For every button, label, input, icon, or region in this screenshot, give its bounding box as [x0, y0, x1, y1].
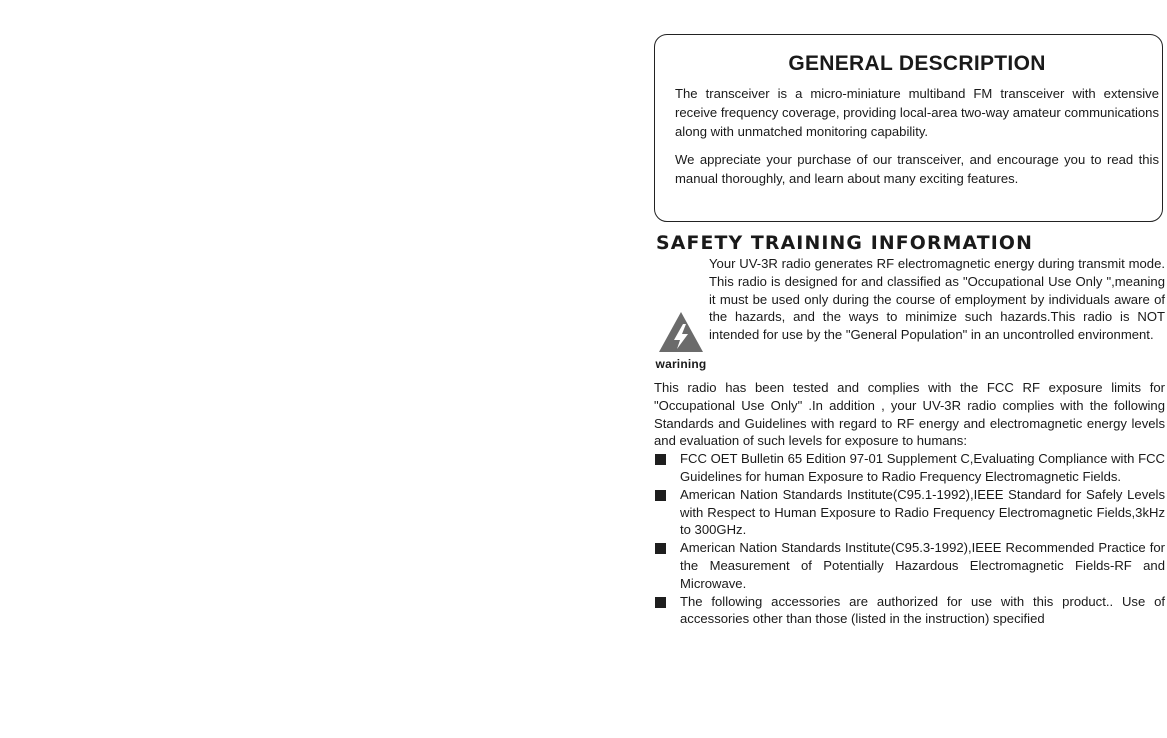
general-description-paragraph-2: We appreciate your purchase of our transceiver, and encourage you to read this manual thoroughly, and learn about many exciting features. — [675, 152, 1159, 186]
standards-list — [654, 450, 1165, 628]
list-item — [654, 593, 1165, 629]
square-bullet-icon — [655, 454, 666, 465]
warning-block — [654, 255, 1166, 379]
warning-text: Your UV-3R radio generates RF electromagnetic energy during transmit mode. This radio is designed for and classified as "Occupational Use Only ",meaning it must be used only during the course of employment by individuals aware of the hazards, and the ways to minimize such hazards.This radio is NOT intended for use by the "General Population" in an uncontrolled environment. — [709, 256, 1165, 343]
general-description-box — [654, 34, 1163, 222]
general-description-paragraph-1: The transceiver is a micro-miniature multiband FM transceiver with extensive receive frequency coverage, providing local-area two-way amateur communications along with unmatched monitoring capability. — [675, 86, 1159, 139]
standard-text: American Nation Standards Institute(C95.3-1992),IEEE Recommended Practice for the Measurement of Potentially Hazardous Electromagnetic Fields-RF and Microwave. — [680, 540, 1165, 591]
list-item — [654, 450, 1165, 486]
square-bullet-icon — [655, 543, 666, 554]
square-bullet-icon — [655, 597, 666, 608]
warning-triangle-lightning-icon — [657, 310, 705, 354]
list-item — [654, 486, 1165, 539]
standard-text: The following accessories are authorized for use with this product.. Use of accessories other than those (listed in the instruction) specified — [680, 593, 1165, 627]
right-page — [654, 34, 1166, 628]
warning-figure — [654, 310, 708, 371]
standard-text: American Nation Standards Institute(C95.1-1992),IEEE Standard for Safely Levels with Respect to Human Exposure to Radio Frequency Electromagnetic Fields,3kHz to 300GHz. — [680, 486, 1165, 538]
compliance-paragraph: This radio has been tested and complies with the FCC RF exposure limits for "Occupational Use Only" .In addition , your UV-3R radio complies with the following Standards and Guidelines with regard to RF energy and electromagnetic energy levels and evaluation of such levels for exposure to humans: — [654, 380, 1165, 449]
general-description-title: GENERAL DESCRIPTION — [788, 52, 1046, 75]
safety-training-heading: SAFETY TRAINING INFORMATION — [656, 233, 1033, 254]
standard-text: FCC OET Bulletin 65 Edition 97-01 Supplement C,Evaluating Compliance with FCC Guidelines for human Exposure to Radio Frequency Electromagnetic Fields. — [680, 451, 1165, 484]
square-bullet-icon — [655, 490, 666, 501]
list-item — [654, 539, 1165, 592]
warning-label: warining — [655, 357, 707, 371]
